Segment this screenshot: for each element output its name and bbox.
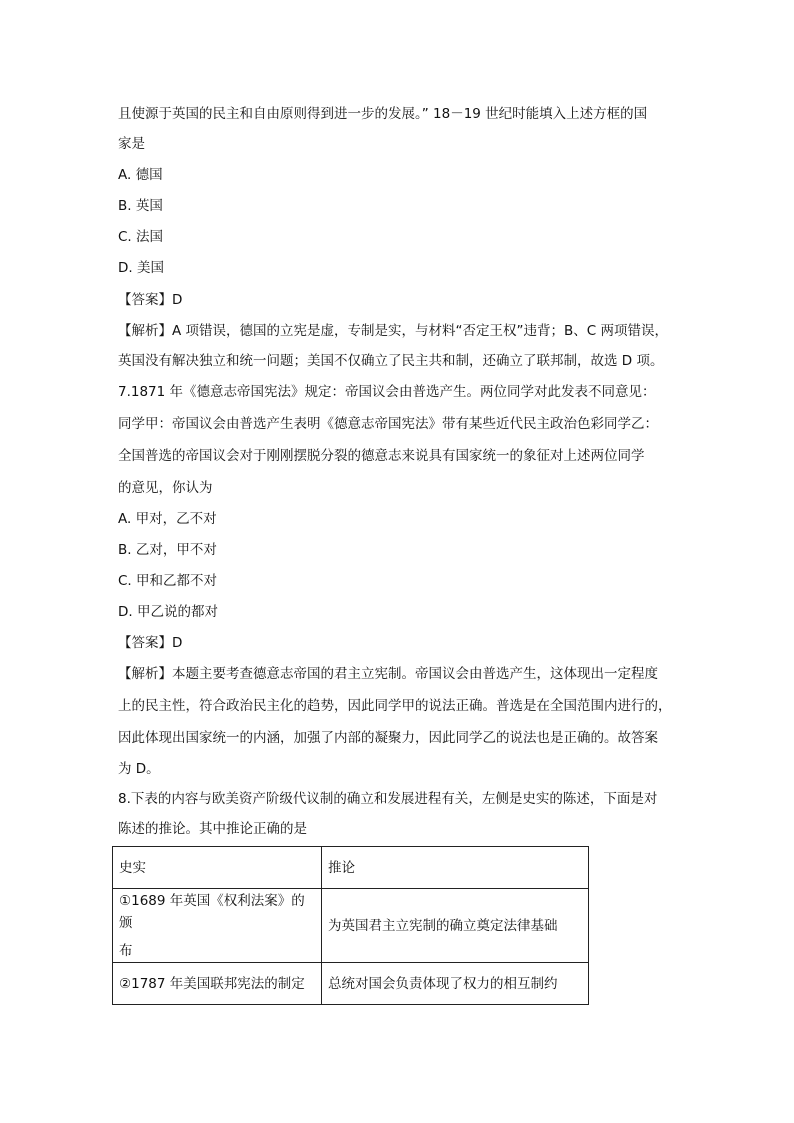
q7-analysis-line-3: 因此体现出国家统一的内涵，加强了内部的凝聚力，因此同学乙的说法也是正确的。故答案 bbox=[118, 730, 658, 746]
q7-analysis-line-4: 为 D。 bbox=[118, 761, 160, 777]
q6-analysis-line-2: 英国没有解决独立和统一问题；美国不仅确立了民主共和制，还确立了联邦制，故选 D 项。 bbox=[118, 353, 664, 369]
q7-option-a: A. 甲对，乙不对 bbox=[118, 511, 217, 527]
fact-line: ①1689 年英国《权利法案》的颁 bbox=[119, 892, 305, 931]
q6-answer: 【答案】D bbox=[118, 292, 183, 308]
q7-stem-line-3: 全国普选的帝国议会对于刚刚摆脱分裂的德意志来说具有国家统一的象征对上述两位同学 bbox=[118, 448, 645, 464]
table-row bbox=[113, 889, 589, 963]
q7-answer: 【答案】D bbox=[118, 635, 183, 651]
table-header-row bbox=[113, 847, 589, 889]
table-cell-fact bbox=[113, 889, 322, 963]
q6-stem-line-1: 且使源于英国的民主和自由原则得到进一步的发展。” 18－19 世纪时能填入上述方框的国 bbox=[118, 106, 648, 122]
table-header-inference: 推论 bbox=[322, 847, 589, 889]
q8-stem-line-1: 8.下表的内容与欧美资产阶级代议制的确立和发展进程有关，左侧是史实的陈述，下面是对 bbox=[118, 791, 658, 807]
q8-stem-line-2: 陈述的推论。其中推论正确的是 bbox=[118, 821, 307, 837]
q6-option-a: A. 德国 bbox=[118, 167, 163, 183]
q7-option-d: D. 甲乙说的都对 bbox=[118, 604, 218, 620]
q6-option-d: D. 美国 bbox=[118, 260, 164, 276]
q6-stem-line-2: 家是 bbox=[118, 136, 145, 152]
q8-facts-table bbox=[112, 846, 589, 1005]
table-row bbox=[113, 963, 589, 1005]
fact-line: 布 bbox=[119, 942, 133, 959]
q6-option-b: B. 英国 bbox=[118, 198, 163, 214]
table-cell-inference: 为英国君主立宪制的确立奠定法律基础 bbox=[322, 889, 589, 963]
table-cell-inference: 总统对国会负责体现了权力的相互制约 bbox=[322, 963, 589, 1005]
q7-option-b: B. 乙对，甲不对 bbox=[118, 542, 217, 558]
table-header-fact: 史实 bbox=[113, 847, 322, 889]
q6-option-c: C. 法国 bbox=[118, 229, 164, 245]
q7-option-c: C. 甲和乙都不对 bbox=[118, 573, 218, 589]
q7-analysis-line-2: 上的民主性，符合政治民主化的趋势，因此同学甲的说法正确。普选是在全国范围内进行的， bbox=[118, 698, 672, 714]
table-cell-fact: ②1787 年美国联邦宪法的制定 bbox=[113, 963, 322, 1005]
q7-analysis-line-1: 【解析】本题主要考查德意志帝国的君主立宪制。帝国议会由普选产生，这体现出一定程度 bbox=[118, 666, 658, 682]
q7-stem-line-4: 的意见，你认为 bbox=[118, 480, 213, 496]
q6-analysis-line-1: 【解析】A 项错误，德国的立宪是虚，专制是实，与材料“否定王权”违背；B、C 两项错误， bbox=[118, 323, 668, 339]
q7-stem-line-2: 同学甲：帝国议会由普选产生表明《德意志帝国宪法》带有某些近代民主政治色彩同学乙： bbox=[118, 416, 658, 432]
q7-stem-line-1: 7.1871 年《德意志帝国宪法》规定：帝国议会由普选产生。两位同学对此发表不同意见： bbox=[118, 384, 656, 400]
